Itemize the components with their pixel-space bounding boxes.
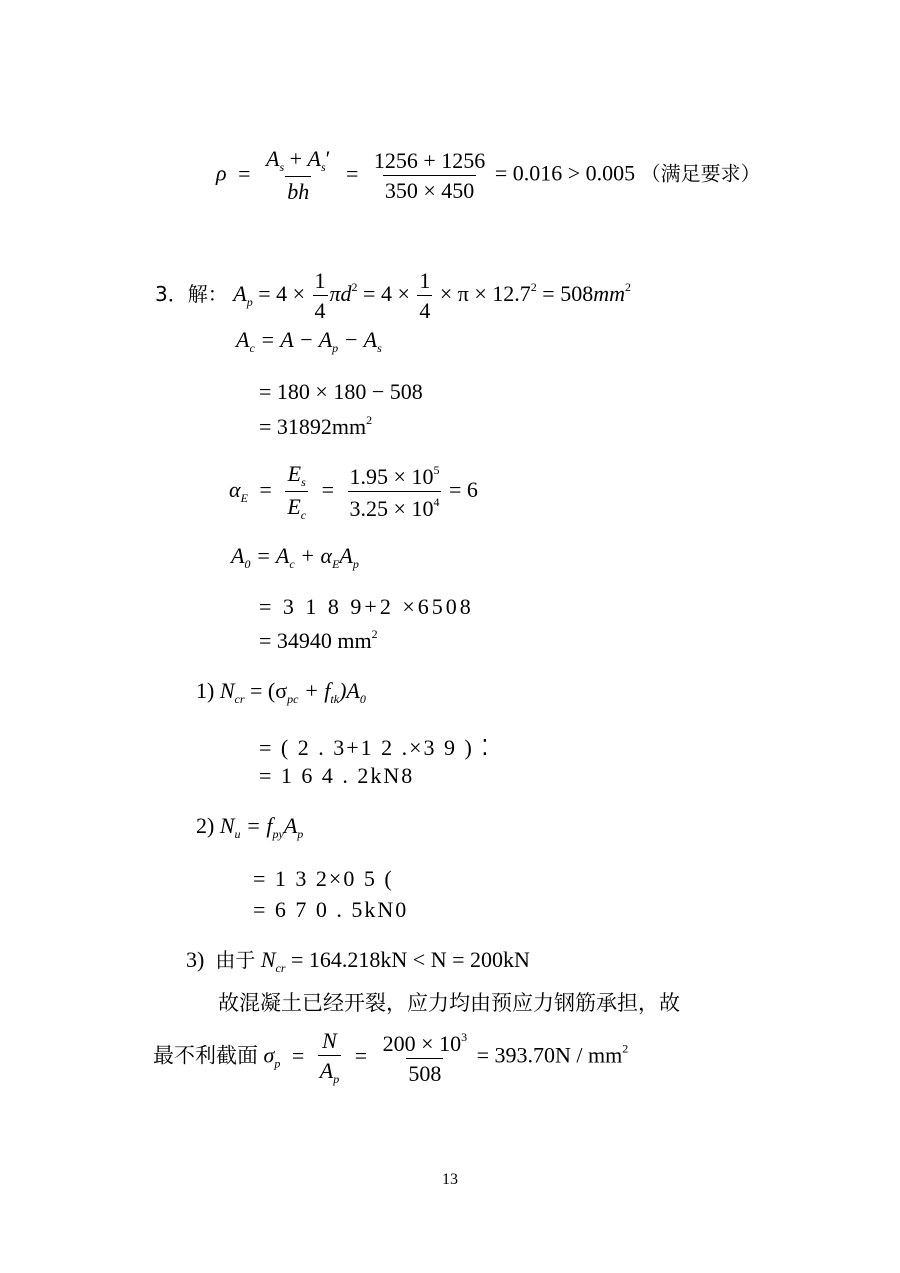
sigma-value-fraction (381, 1031, 469, 1085)
sub: 0 (244, 557, 251, 571)
sub: p (297, 827, 304, 841)
ncr: N (260, 947, 276, 972)
sub: s (377, 341, 382, 355)
equals: = (238, 160, 251, 186)
sup: 2 (371, 627, 378, 641)
sub: c (249, 341, 255, 355)
denominator: A (319, 1058, 334, 1083)
alpha-symbol: α (229, 477, 241, 503)
ap-symbol: A (233, 281, 247, 307)
ncr-eq: = (σ (250, 678, 288, 703)
sub: p (332, 341, 339, 355)
es-ec-fraction (285, 463, 308, 521)
ac-equation (236, 329, 382, 354)
sub: cr (234, 692, 245, 706)
ac-calc-2 (259, 414, 372, 438)
ap-part: = 4 × (258, 281, 306, 307)
sub: 0 (359, 692, 366, 706)
a0-eq: = A (255, 543, 290, 568)
sub: p (246, 295, 253, 310)
quarter-fraction-2 (417, 270, 432, 322)
rho-equation (216, 148, 761, 203)
sub: s (320, 160, 326, 174)
denominator: 3.25 × 10 (349, 496, 434, 521)
nu-calc-2: = 6 7 0 . 5kN0 (253, 897, 409, 922)
ncr-calc-2: = 1 6 4 . 2kN8 (259, 763, 415, 788)
ap-equation (155, 270, 631, 322)
nu-equation (196, 815, 303, 840)
sigma-equation (153, 1030, 628, 1085)
alpha-result: = 6 (448, 477, 478, 503)
numerator: 200 × 10 (382, 1030, 462, 1056)
sup: 4 (433, 495, 440, 509)
step3-line (186, 949, 530, 974)
sub: s (301, 475, 306, 489)
nu-calc-1: = 1 3 2×0 5 ( (253, 866, 394, 891)
rho-result: = 0.016 > 0.005 (494, 160, 636, 186)
ap-part: = 4 × (363, 281, 410, 307)
as-symbol: A (265, 146, 280, 171)
sub: u (234, 827, 241, 841)
as-prime-symbol: A (307, 146, 321, 171)
numerator: 1 (314, 268, 326, 293)
equals: = (354, 1042, 368, 1068)
ncr-plus: + f (303, 678, 331, 703)
a0-calc-1: = 3 1 8 9+2 ×6508 (259, 594, 474, 619)
numerator: 1256 + 1256 (373, 147, 486, 173)
ap-result: = 508 (542, 281, 594, 307)
unit: mm (593, 281, 625, 307)
sub: E (240, 491, 248, 506)
step3-conclusion: 故混凝土已经开裂，应力均由预应力钢筋承担，故 (218, 991, 680, 1015)
modulus-fraction (348, 464, 442, 520)
prime: ′ (325, 146, 331, 171)
ncr-calc-1: = ( 2 . 3+1 2 .×3 9 ) ⁚ (259, 735, 491, 760)
sub: tk (330, 692, 340, 706)
equals: = (259, 477, 272, 503)
a0-equation (231, 545, 359, 570)
sub: p (333, 1072, 340, 1086)
sup: 2 (366, 413, 373, 427)
rho-symbol: ρ (216, 160, 227, 186)
sub: p (352, 557, 359, 571)
sub: c (289, 557, 295, 571)
equals: = (321, 477, 335, 503)
nu: N (219, 813, 235, 838)
nu-eq: = f (246, 813, 273, 838)
equals: = (345, 160, 359, 186)
sub: p (274, 1056, 281, 1071)
alpha-equation (229, 463, 478, 521)
ec: E (287, 494, 301, 519)
question-label: 3．解： (155, 282, 228, 307)
step-label: 3) (186, 947, 205, 972)
sigma-result: = 393.70N / mm (476, 1042, 623, 1068)
a0-plus: + α (300, 543, 333, 568)
step-label: 1) (196, 678, 215, 703)
numerator: 1 (419, 268, 431, 293)
n-ap-fraction (318, 1030, 341, 1085)
sup: 2 (625, 280, 631, 295)
sub: cr (275, 961, 286, 975)
sub: pc (287, 692, 299, 706)
sigma: σ (263, 1042, 275, 1068)
step3-text: 由于 (215, 948, 256, 972)
rho-note: （满足要求） (640, 161, 761, 186)
denominator: 4 (417, 295, 432, 322)
plus: + (289, 146, 303, 171)
quarter-fraction-1 (313, 270, 328, 322)
sigma-label: 最不利截面 (153, 1043, 258, 1068)
sup: 2 (622, 1041, 629, 1056)
sup: 2 (530, 280, 537, 295)
ac-minus: − A (343, 327, 378, 352)
numerator: 1.95 × 10 (349, 464, 434, 489)
ac-value: = 31892mm (259, 414, 367, 439)
rho-fraction-2 (372, 147, 487, 203)
bh-denominator: bh (285, 176, 311, 203)
a0-value: = 34940 mm (259, 628, 372, 653)
a0-symbol: A (231, 543, 245, 568)
sub: py (272, 827, 284, 841)
sup: 5 (433, 463, 440, 477)
numerator: N (322, 1028, 337, 1053)
ncr-close: )A (339, 678, 360, 703)
sub: E (332, 557, 340, 571)
denominator: 508 (406, 1058, 443, 1085)
ac-rest: = A − A (260, 327, 333, 352)
ncr-equation (196, 680, 366, 705)
step3-compare: = 164.218kN < N = 200kN (291, 947, 530, 972)
es: E (287, 461, 302, 486)
sub: c (300, 508, 307, 522)
step-label: 2) (196, 813, 215, 838)
sub: s (279, 160, 285, 174)
page-number: 13 (442, 1171, 458, 1188)
ncr: N (219, 678, 235, 703)
denominator: 4 (313, 295, 328, 322)
sup: 2 (351, 280, 358, 295)
ap: A (283, 813, 298, 838)
a0-calc-2 (259, 628, 378, 652)
ap: A (339, 543, 353, 568)
ac-symbol: A (236, 327, 250, 352)
equals: = (291, 1042, 305, 1068)
denominator: 350 × 450 (383, 175, 476, 202)
ac-calc-1: = 180 × 180 − 508 (259, 379, 423, 404)
ap-part: × π × 12.7 (439, 281, 531, 307)
rho-fraction-1 (264, 148, 332, 203)
sup: 3 (461, 1029, 468, 1044)
pi-d: πd (329, 281, 352, 307)
